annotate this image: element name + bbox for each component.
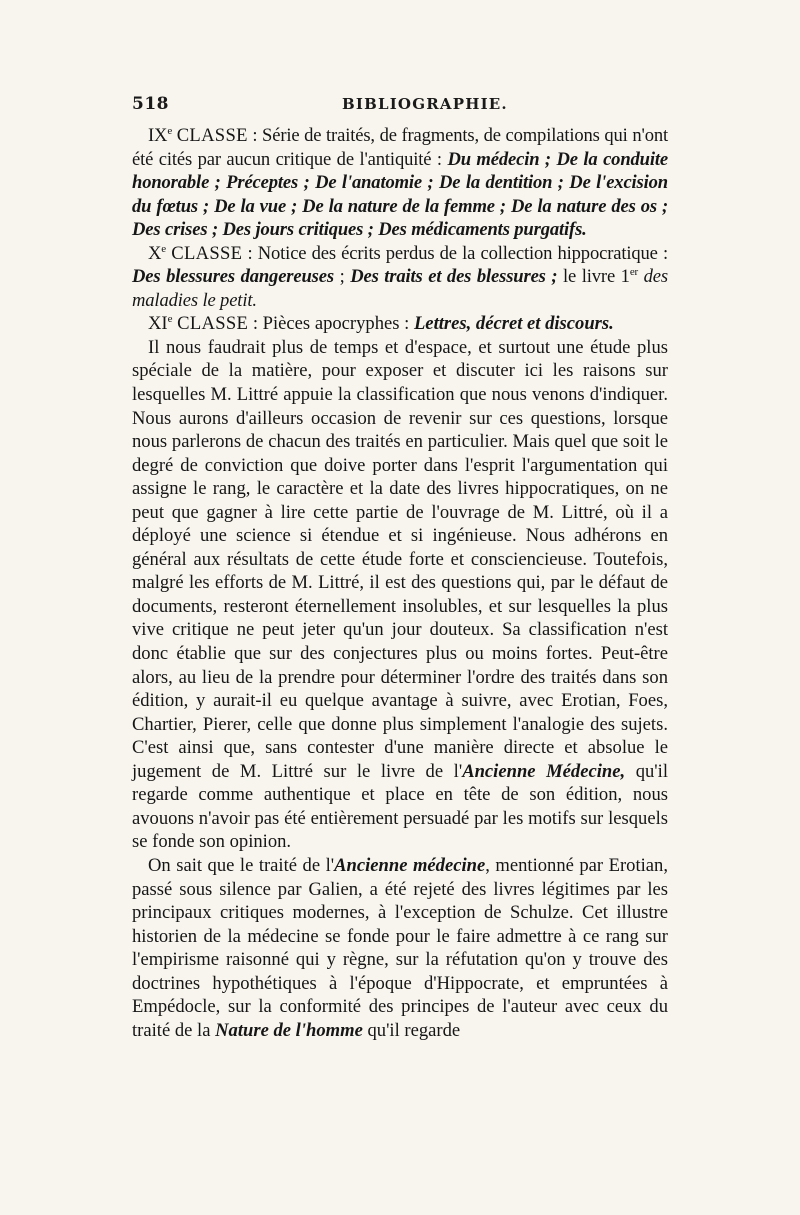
class-eleventh-works: Lettres, décret et discours. xyxy=(413,313,614,335)
class-eleventh-number: XI xyxy=(148,313,168,335)
class-tenth-number: X xyxy=(148,242,162,264)
class-tenth-separator: ; xyxy=(333,266,351,288)
class-eleventh-sup: e xyxy=(167,313,173,326)
paragraph-2-text-a: On sait que le traité de l' xyxy=(148,854,335,876)
page-number: 518 xyxy=(132,94,169,114)
body-text xyxy=(132,124,668,1042)
paragraph-2-text-b: , mentionné par Erotian, passé sous silence par Galien, a été rejeté des livres légitimes par les principaux critiques modernes, à l'exception de Schulze. Cet illustre historien de la médecine se fonde pour le faire admettre à ce rang sur l'empirisme raisonné qui y règne, sur la réfutation qu'on y trouve des doctrines hypothétiques à l'époque d'Hippocrate, et empruntées à Empédocle, sur la conformité des principes de l'auteur avec ceux du traité de la xyxy=(132,854,668,1041)
paragraph-1-text-b: qu'il regarde comme authentique et place en tête de son édition, nous avouons n'avoir pas été entièrement persuadé par les motifs sur lesquels se fonde son opinion. xyxy=(132,760,668,853)
class-tenth-paragraph xyxy=(132,242,668,313)
class-tenth-work-2: Des traits et des blessures ; xyxy=(350,266,558,288)
class-ninth-intro: : Série de traités, de fragments, de compilations qui n'ont été cités par aucun critique de l'antiquité : xyxy=(132,125,669,170)
page-header xyxy=(132,94,668,118)
class-ninth-sup: e xyxy=(167,124,173,137)
class-eleventh-paragraph xyxy=(132,312,668,336)
paragraph-2-text-c: qu'il regarde xyxy=(362,1019,461,1041)
paragraph-classification-discussion xyxy=(132,336,668,854)
class-tenth-word: CLASSE xyxy=(171,242,243,264)
class-tenth-sup: e xyxy=(161,242,167,255)
class-eleventh-word: CLASSE xyxy=(177,313,249,335)
class-tenth-intro: : Notice des écrits perdus de la collection hippocratique : xyxy=(242,242,669,264)
class-ninth-word: CLASSE xyxy=(176,125,248,146)
paragraph-1-work-title: Ancienne Médecine, xyxy=(462,760,626,782)
class-ninth-works: Du médecin ; De la conduite honorable ; Préceptes ; De l'anatomie ; De la dentition ; De l'excision du fœtus ; De la vue ; De la nature de la femme ; De la nature des os ; Des crises ; Des jours critiques ; Des médicaments purgatifs. xyxy=(132,148,668,241)
class-ninth-paragraph xyxy=(132,124,668,242)
class-eleventh-intro: : Pièces apocryphes : xyxy=(248,313,414,335)
paragraph-ancient-medicine xyxy=(132,854,668,1042)
running-title: BIBLIOGRAPHIE. xyxy=(342,95,508,113)
class-tenth-mid-sup: er xyxy=(629,266,639,279)
class-tenth-mid: le livre 1 xyxy=(557,266,630,288)
paragraph-1-text-a: Il nous faudrait plus de temps et d'espace, et surtout une étude plus spéciale de la matière, pour exposer et discuter ici les raisons sur lesquelles M. Littré appuie la classification que nous venons d'indiquer. Nous aurons d'ailleurs occasion de revenir sur ces questions, lorsque nous parlerons de chacun des traités en particulier. Mais quel que soit le degré de conviction que doive porter dans l'esprit l'argumentation qui assigne le rang, le caractère et la date des livres hippocratiques, on ne peut que gagner à lire cette partie de l'ouvrage de M. Littré, où il a déployé une science si étendue et si ingénieuse. Nous adhérons en général aux résultats de cette étude forte et consciencieuse. Toutefois, malgré les efforts de M. Littré, il est des questions qui, par le défaut de documents, resteront éternellement insolubles, et sur lesquelles la plus vive critique ne peut jeter qu'un jour douteux. Sa classification n'est donc établie que sur des conjectures plus ou moins fortes. Peut-être alors, au lieu de la prendre pour déterminer l'ordre des traités dans son édition, y aurait-il eu quelque avantage à suivre, avec Erotian, Foes, Chartier, Pierer, celle que donne plus simplement l'analogie des sujets. C'est ainsi que, sans contester d'une manière directe et absolue le jugement de M. Littré sur le livre de l' xyxy=(132,336,668,782)
class-tenth-work-3: des maladies le petit. xyxy=(132,266,668,311)
paragraph-2-work-title-2: Nature de l'homme xyxy=(215,1019,363,1041)
class-ninth-number: IX xyxy=(148,125,168,146)
paragraph-2-work-title-1: Ancienne médecine xyxy=(334,854,486,876)
class-tenth-work-1: Des blessures dangereuses xyxy=(132,266,334,288)
